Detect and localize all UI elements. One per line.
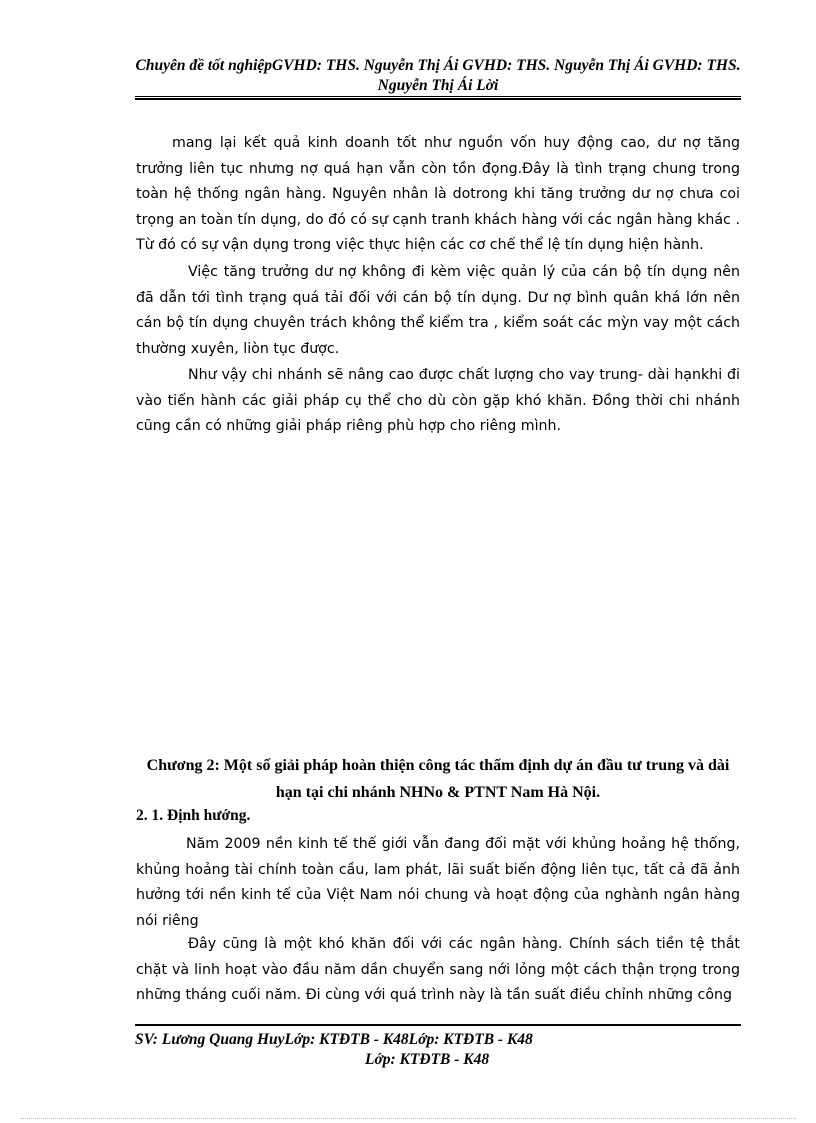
footer-line-2: Lớp: KTĐTB - K48: [365, 1051, 490, 1068]
header-divider: [135, 96, 741, 100]
page-bottom-border: [20, 1118, 796, 1119]
section-title: 2. 1. Định hướng.: [136, 807, 251, 824]
footer-line-1: SV: Lương Quang HuyLớp: KTĐTB - K48Lớp: KTĐTB - K48: [135, 1031, 533, 1048]
paragraph-3: Như vậy chi nhánh sẽ nâng cao được chất lượng cho vay trung- dài hạnkhi đi vào tiến hành các giải pháp cụ thể cho dù còn gặp khó khăn. Đồng thời chi nhánh cũng cần có những giải pháp riêng phù hợp cho riêng mình.: [136, 367, 740, 435]
paragraph-2: Việc tăng trưởng dư nợ không đi kèm việc quản lý của cán bộ tín dụng nên đã dẫn tới tình trạng quá tải đối với cán bộ tín dụng. Dư nợ bình quân khá lớn nên cán bộ tín dụng chuyên trách không thể kiểm tra , kiểm soát các mỳn vay một cách thường xuyên, liòn tục được.: [136, 264, 740, 357]
paragraph-1: mang lại kết quả kinh doanh tốt như nguồn vốn huy động cao, dư nợ tăng trưởng liên tục nhưng nợ quá hạn vẫn còn tồn đọng.Đây là tình trạng chung trong toàn hệ thống ngân hàng. Nguyên nhân là dotrong khi tăng trưởng dư nợ chưa coi trọng an toàn tín dụng, do đó có sự cạnh tranh khách hàng với các ngân hàng khác . Từ đó có sự vận dụng trong việc thực hiện các cơ chế thể lệ tín dụng hiện hành.: [136, 135, 740, 254]
paragraph-5: Đây cũng là một khó khăn đối với các ngân hàng. Chính sách tiền tệ thắt chặt và linh hoạt vào đầu năm dần chuyển sang nới lỏng một cách thận trọng trong những tháng cuối năm. Đi cùng với quá trình này là tần suất điều chỉnh những công: [136, 936, 740, 1004]
page-header: Chuyên đề tốt nghiệpGVHD: THS. Nguyễn Thị Ái GVHD: THS. Nguyễn Thị Ái GVHD: THS. Nguyễn Thị Ái Lời: [135, 57, 741, 94]
chapter-title: Chương 2: Một số giải pháp hoàn thiện công tác thẩm định dự án đầu tư trung và dài hạn tại chi nhánh NHNo & PTNT Nam Hà Nội.: [146, 757, 730, 801]
footer-divider: [135, 1024, 741, 1026]
page-footer: [135, 1030, 741, 1070]
paragraph-4: Năm 2009 nền kinh tế thế giới vẫn đang đối mặt với khủng hoảng hệ thống, khủng hoảng tài chính toàn cầu, lam phát, lãi suất biến động liên tục, tất cả đã ảnh hưởng tới nền kinh tế của Việt Nam nói chung và hoạt động của nghành ngân hàng nói riêng: [136, 836, 740, 929]
